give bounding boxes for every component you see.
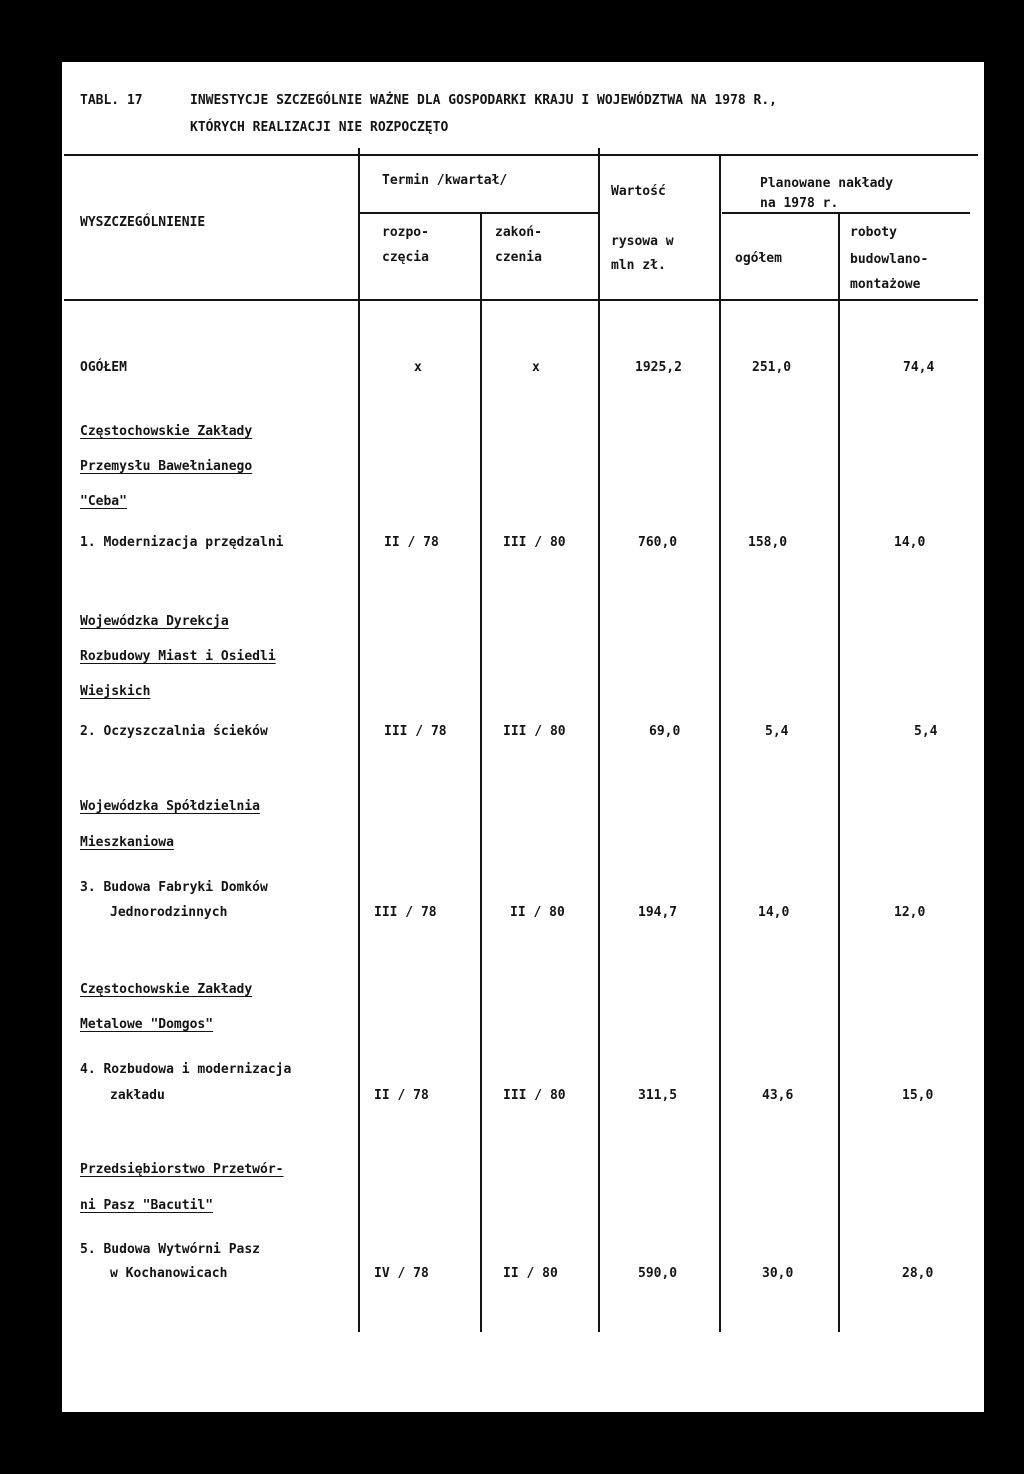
group-1-start: II / 78 <box>384 535 439 550</box>
group-1-construction: 14,0 <box>894 535 926 550</box>
column-rule-4 <box>719 154 721 1332</box>
group-2-item: 2. Oczyszczalnia ścieków <box>80 724 268 739</box>
group-5-org-line-2: ni Pasz "Bacutil" <box>80 1198 214 1213</box>
group-1-planned: 158,0 <box>748 535 788 550</box>
group-2-org-line-2: Rozbudowy Miast i Osiedli <box>80 649 276 664</box>
group-3-org-line-2: Mieszkaniowa <box>80 835 174 850</box>
group-2-planned: 5,4 <box>765 724 789 739</box>
header-zakonczenia-1: zakoń- <box>495 225 542 240</box>
group-4-planned: 43,6 <box>762 1088 794 1103</box>
scanned-page <box>62 62 984 1412</box>
group-5-org-line-1: Przedsiębiorstwo Przetwór- <box>80 1162 284 1177</box>
table-title-line-1: INWESTYCJE SZCZEGÓLNIE WAŻNE DLA GOSPODARKI KRAJU I WOJEWÓDZTWA NA 1978 R., <box>190 93 777 108</box>
group-1-org-line-2: Przemysłu Bawełnianego <box>80 459 253 474</box>
group-5-item-line-1: 5. Budowa Wytwórni Pasz <box>80 1242 261 1257</box>
group-5-value: 590,0 <box>638 1266 678 1281</box>
header-rozpoczecia-2: częcia <box>382 250 429 265</box>
total-end: x <box>532 360 540 375</box>
total-value: 1925,2 <box>635 360 682 375</box>
header-roboty-1: roboty <box>850 225 897 240</box>
header-bottom-rule <box>64 299 978 301</box>
group-5-end: II / 80 <box>503 1266 558 1281</box>
group-4-construction: 15,0 <box>902 1088 934 1103</box>
group-1-org-line-1: Częstochowskie Zakłady <box>80 424 253 439</box>
header-planowane-2: na 1978 r. <box>760 196 839 211</box>
group-4-item-line-2: zakładu <box>110 1088 165 1103</box>
header-zakonczenia-2: czenia <box>495 250 542 265</box>
group-2-construction: 5,4 <box>914 724 938 739</box>
total-label: OGÓŁEM <box>80 360 127 375</box>
group-2-org-line-3: Wiejskich <box>80 684 151 699</box>
header-ogolem: ogółem <box>735 251 782 266</box>
group-3-start: III / 78 <box>374 905 437 920</box>
group-4-org-line-1: Częstochowskie Zakłady <box>80 982 253 997</box>
table-title-line-2: KTÓRYCH REALIZACJI NIE ROZPOCZĘTO <box>190 120 449 135</box>
group-4-end: III / 80 <box>503 1088 566 1103</box>
group-4-value: 311,5 <box>638 1088 678 1103</box>
header-rozpoczecia-1: rozpo- <box>382 225 429 240</box>
group-4-item-line-1: 4. Rozbudowa i modernizacja <box>80 1062 292 1077</box>
group-3-item-line-2: Jednorodzinnych <box>110 905 228 920</box>
group-2-end: III / 80 <box>503 724 566 739</box>
group-5-construction: 28,0 <box>902 1266 934 1281</box>
header-planowane-1: Planowane nakłady <box>760 176 894 191</box>
group-4-start: II / 78 <box>374 1088 429 1103</box>
header-wartosc-1: Wartość <box>611 184 666 199</box>
header-wartosc-2: rysowa w <box>611 234 674 249</box>
header-wyszczegolnienie: WYSZCZEGÓLNIENIE <box>80 215 206 230</box>
group-5-start: IV / 78 <box>374 1266 429 1281</box>
header-roboty-2: budowlano- <box>850 252 929 267</box>
group-5-item-line-2: w Kochanowicach <box>110 1266 228 1281</box>
group-1-org-line-3: "Ceba" <box>80 494 127 509</box>
group-2-start: III / 78 <box>384 724 447 739</box>
plan-sub-rule <box>722 212 970 214</box>
group-2-value: 69,0 <box>649 724 681 739</box>
group-1-value: 760,0 <box>638 535 678 550</box>
group-1-end: III / 80 <box>503 535 566 550</box>
total-start: x <box>414 360 422 375</box>
column-rule-3 <box>598 148 600 1332</box>
column-rule-1 <box>358 148 360 1332</box>
header-roboty-3: montażowe <box>850 277 921 292</box>
column-rule-2 <box>480 212 482 1332</box>
group-1-item: 1. Modernizacja przędzalni <box>80 535 284 550</box>
total-planned: 251,0 <box>752 360 792 375</box>
termin-sub-rule <box>359 212 599 214</box>
group-3-item-line-1: 3. Budowa Fabryki Domków <box>80 880 268 895</box>
header-termin: Termin /kwartał/ <box>382 173 508 188</box>
group-3-org-line-1: Wojewódzka Spółdzielnia <box>80 799 261 814</box>
group-2-org-line-1: Wojewódzka Dyrekcja <box>80 614 229 629</box>
group-3-construction: 12,0 <box>894 905 926 920</box>
group-3-end: II / 80 <box>510 905 565 920</box>
group-5-planned: 30,0 <box>762 1266 794 1281</box>
group-3-planned: 14,0 <box>758 905 790 920</box>
group-4-org-line-2: Metalowe "Domgos" <box>80 1017 214 1032</box>
header-wartosc-3: mln zł. <box>611 258 666 273</box>
group-3-value: 194,7 <box>638 905 678 920</box>
column-rule-5 <box>838 212 840 1332</box>
table-number: TABL. 17 <box>80 93 143 108</box>
header-top-rule <box>64 154 978 156</box>
total-construction: 74,4 <box>903 360 935 375</box>
